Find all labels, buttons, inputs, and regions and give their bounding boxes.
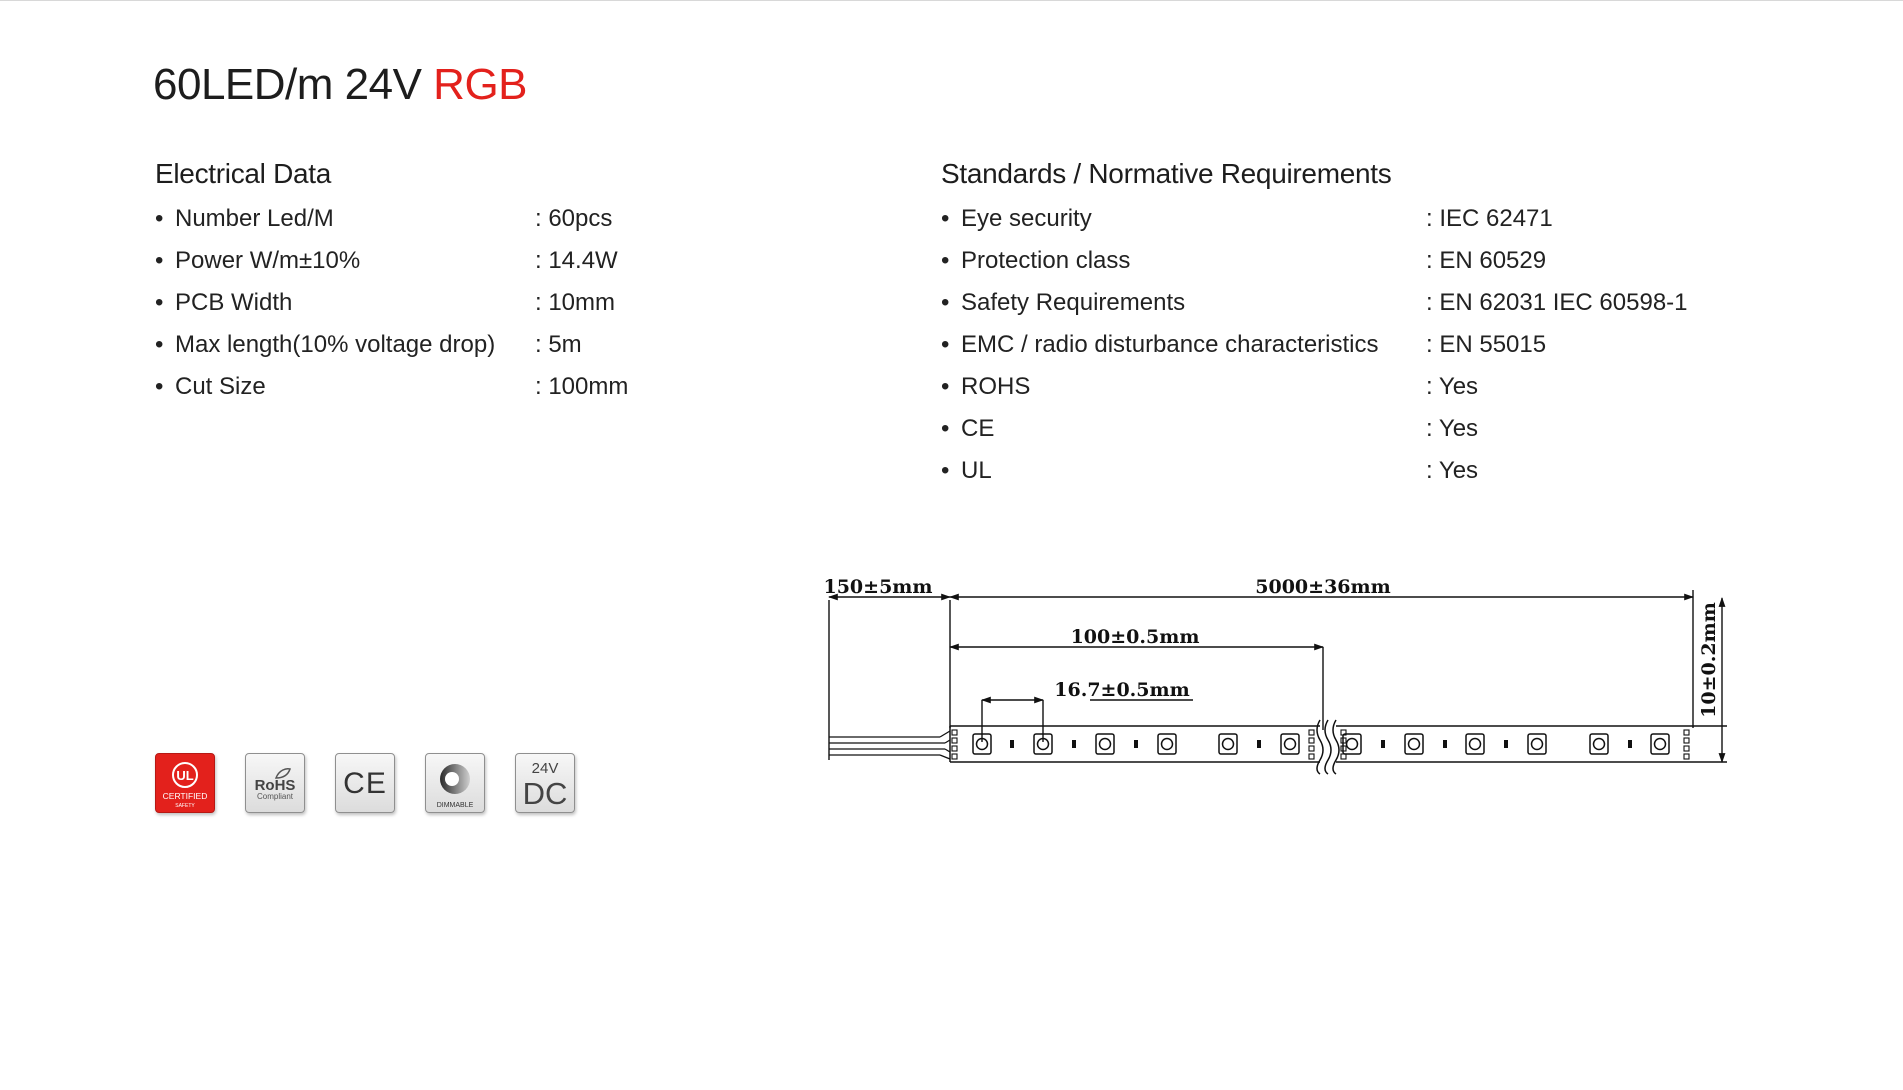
led-chip bbox=[1158, 734, 1176, 754]
ul-safety-text: SAFETY bbox=[175, 803, 195, 809]
standard-spec-value: : Yes bbox=[1426, 415, 1479, 442]
ce-mark: CE bbox=[343, 767, 387, 800]
rohs-leaf-icon bbox=[246, 754, 304, 812]
rohs-compliant-badge bbox=[245, 753, 305, 813]
standard-spec-row bbox=[941, 330, 1761, 372]
bullet-icon: • bbox=[941, 289, 950, 316]
standard-spec-row bbox=[941, 414, 1761, 456]
electrical-spec-label: Max length(10% voltage drop) bbox=[175, 331, 496, 358]
standards-list bbox=[941, 204, 1761, 498]
led-lens bbox=[1594, 739, 1605, 750]
lead-wires bbox=[829, 731, 950, 759]
standard-spec-value: : EN 60529 bbox=[1426, 247, 1547, 274]
bullet-icon: • bbox=[941, 331, 950, 358]
dimmer-icon bbox=[426, 754, 484, 812]
dc-voltage-icon bbox=[516, 754, 574, 812]
ce-mark-icon bbox=[336, 754, 394, 812]
resistor bbox=[1628, 740, 1632, 748]
led-lens bbox=[1347, 739, 1358, 750]
led-chip bbox=[1405, 734, 1423, 754]
bullet-icon: • bbox=[155, 331, 164, 358]
led-chip bbox=[1281, 734, 1299, 754]
title-main: 60LED/m 24V bbox=[153, 60, 422, 109]
solder-pads bbox=[952, 730, 1689, 759]
bullet-icon: • bbox=[941, 415, 950, 442]
led-lens bbox=[1409, 739, 1420, 750]
electrical-spec-label: Number Led/M bbox=[175, 205, 334, 232]
resistor bbox=[1072, 740, 1076, 748]
standard-spec-row bbox=[941, 372, 1761, 414]
bullet-icon: • bbox=[155, 205, 164, 232]
title-accent: RGB bbox=[433, 60, 528, 109]
bullet-icon: • bbox=[941, 457, 950, 484]
electrical-spec-value: : 14.4W bbox=[535, 247, 618, 274]
led-chips bbox=[973, 734, 1669, 754]
led-chip bbox=[1651, 734, 1669, 754]
led-chip bbox=[1590, 734, 1608, 754]
lead-length-label: 150±5mm bbox=[823, 576, 933, 598]
resistor bbox=[1504, 740, 1508, 748]
bullet-icon: • bbox=[155, 247, 164, 274]
rohs-compliant-text: Compliant bbox=[256, 792, 294, 801]
led-lens bbox=[1162, 739, 1173, 750]
led-lens bbox=[1100, 739, 1111, 750]
electrical-data-list bbox=[155, 204, 755, 414]
standard-spec-value: : IEC 62471 bbox=[1426, 205, 1553, 232]
bullet-icon: • bbox=[155, 289, 164, 316]
standard-spec-label: CE bbox=[961, 415, 995, 442]
led-strip-dimension-drawing bbox=[800, 560, 1740, 800]
standards-section bbox=[941, 158, 1761, 498]
electrical-spec-label: Power W/m±10% bbox=[175, 247, 361, 274]
strip-body bbox=[950, 720, 1693, 774]
top-divider bbox=[0, 0, 1903, 1]
rohs-mark: RoHS bbox=[254, 777, 296, 794]
bullet-icon: • bbox=[155, 373, 164, 400]
dc-24v-badge bbox=[515, 753, 575, 813]
resistor bbox=[1443, 740, 1447, 748]
bullet-icon: • bbox=[941, 205, 950, 232]
width-label: 10±0.2mm bbox=[1698, 602, 1720, 718]
electrical-spec-value: : 100mm bbox=[535, 373, 629, 400]
ce-badge bbox=[335, 753, 395, 813]
resistor bbox=[1257, 740, 1261, 748]
ul-mark: UL bbox=[176, 768, 194, 783]
led-pitch-label: 16.7±0.5mm bbox=[1054, 679, 1190, 701]
standard-spec-row bbox=[941, 246, 1761, 288]
electrical-spec-label: PCB Width bbox=[175, 289, 293, 316]
bullet-icon: • bbox=[941, 373, 950, 400]
led-lens bbox=[1470, 739, 1481, 750]
led-chip bbox=[1466, 734, 1484, 754]
standard-spec-value: : EN 55015 bbox=[1426, 331, 1547, 358]
ul-logo-icon bbox=[156, 754, 214, 812]
led-chip bbox=[1096, 734, 1114, 754]
dimension-lines bbox=[829, 590, 1727, 762]
led-lens bbox=[1285, 739, 1296, 750]
ul-certified-badge bbox=[155, 753, 215, 813]
resistor bbox=[1381, 740, 1385, 748]
standard-spec-row bbox=[941, 204, 1761, 246]
dimmable-text: DIMMABLE bbox=[436, 802, 474, 809]
electrical-spec-value: : 5m bbox=[535, 331, 582, 358]
led-lens bbox=[1532, 739, 1543, 750]
led-chip bbox=[1528, 734, 1546, 754]
total-length-label: 5000±36mm bbox=[1255, 576, 1391, 598]
standard-spec-value: : EN 62031 IEC 60598-1 bbox=[1426, 289, 1688, 316]
standard-spec-label: Protection class bbox=[961, 247, 1131, 274]
electrical-spec-label: Cut Size bbox=[175, 373, 266, 400]
standard-spec-label: EMC / radio disturbance characteristics bbox=[961, 331, 1379, 358]
standard-spec-row bbox=[941, 456, 1761, 498]
page-title bbox=[153, 60, 527, 110]
standard-spec-value: : Yes bbox=[1426, 457, 1479, 484]
electrical-data-heading: Electrical Data bbox=[155, 158, 332, 189]
resistor bbox=[1134, 740, 1138, 748]
standard-spec-value: : Yes bbox=[1426, 373, 1479, 400]
dimmable-badge bbox=[425, 753, 485, 813]
electrical-spec-row bbox=[155, 330, 755, 372]
electrical-spec-value: : 10mm bbox=[535, 289, 616, 316]
electrical-spec-row bbox=[155, 372, 755, 414]
standard-spec-label: UL bbox=[961, 457, 992, 484]
standard-spec-label: Safety Requirements bbox=[961, 289, 1186, 316]
standard-spec-row bbox=[941, 288, 1761, 330]
standards-heading: Standards / Normative Requirements bbox=[941, 158, 1392, 189]
electrical-spec-row bbox=[155, 246, 755, 288]
ul-certified-text: CERTIFIED bbox=[162, 791, 208, 801]
cut-length-label: 100±0.5mm bbox=[1070, 626, 1200, 648]
electrical-spec-value: : 60pcs bbox=[535, 205, 613, 232]
electrical-spec-row bbox=[155, 204, 755, 246]
standard-spec-label: ROHS bbox=[961, 373, 1031, 400]
led-lens bbox=[1655, 739, 1666, 750]
led-chip bbox=[1219, 734, 1237, 754]
bullet-icon: • bbox=[941, 247, 950, 274]
resistor bbox=[1010, 740, 1014, 748]
led-lens bbox=[1223, 739, 1234, 750]
electrical-spec-row bbox=[155, 288, 755, 330]
electrical-data-section bbox=[155, 158, 755, 414]
standard-spec-label: Eye security bbox=[961, 205, 1092, 232]
dc-type-text: DC bbox=[522, 776, 568, 811]
dc-voltage-text: 24V bbox=[531, 760, 559, 777]
